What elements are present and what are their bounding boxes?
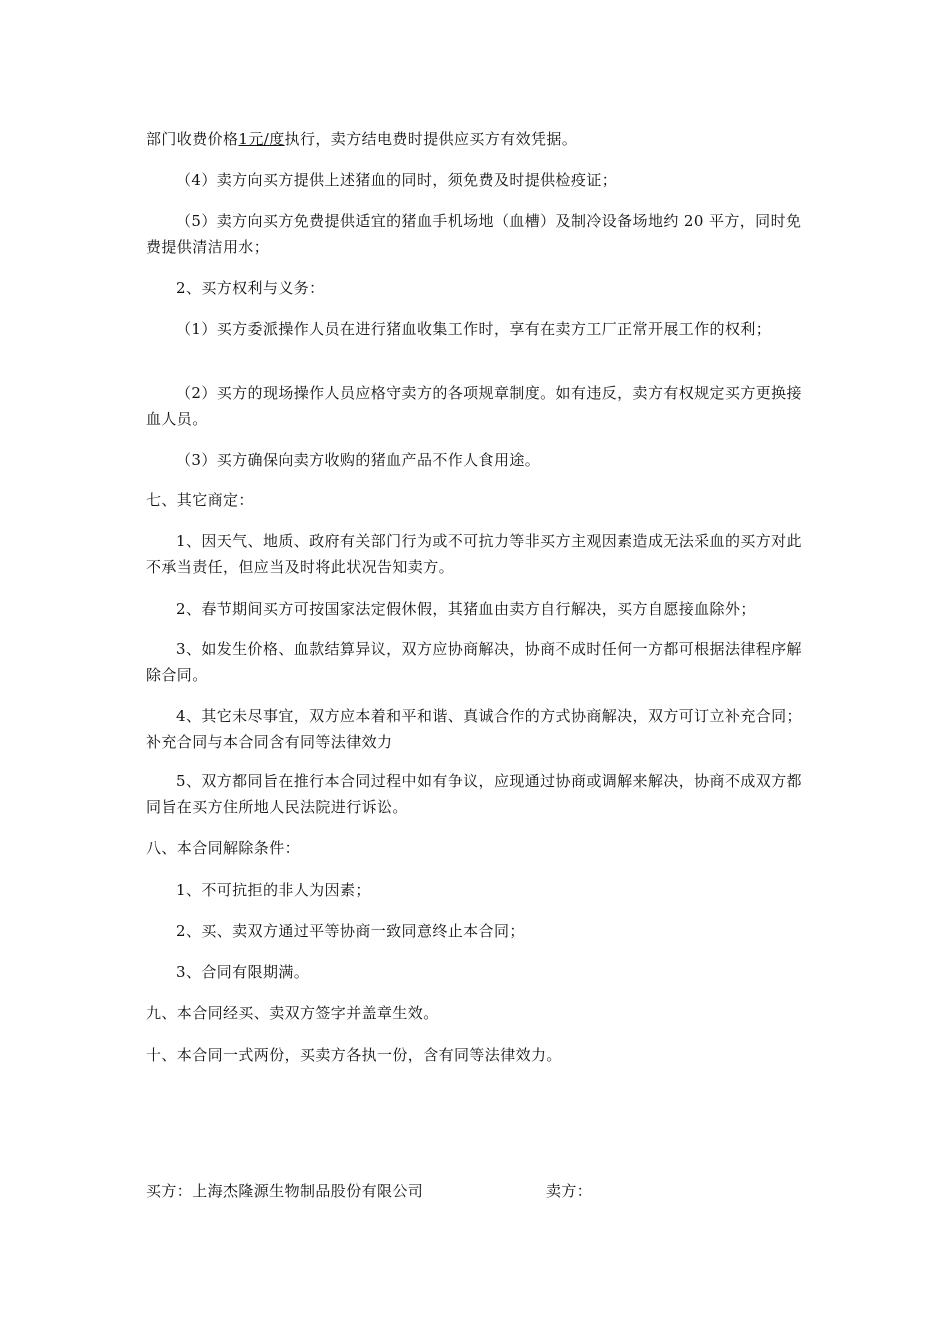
clause-buyer-1: （1）买方委派操作人员在进行猪血收集工作时，享有在卖方工厂正常开展工作的权利； <box>176 320 772 338</box>
clause-buyer-3: （3）买方确保向卖方收购的猪血产品不作人食用途。 <box>176 451 541 469</box>
underlined-price: 1元/度 <box>238 130 285 148</box>
termination-3: 3、合同有限期满。 <box>176 963 310 981</box>
termination-1: 1、不可抗拒的非人为因素； <box>176 881 371 899</box>
paragraph-electricity-price <box>146 126 810 152</box>
other-term-5: 5、双方都同旨在推行本合同过程中如有争议，应现通过协商或调解来解决，协商不成双方都同旨在买方住所地人民法院进行诉讼。 <box>146 772 802 816</box>
other-term-4: 4、其它未尽事宜，双方应本着和平和谐、真诚合作的方式协商解决，双方可订立补充合同；补充合同与本合同含有同等法律效力 <box>146 707 802 751</box>
other-term-3: 3、如发生价格、血款结算异议，双方应协商解决，协商不成时任何一方都可根据法律程序解除合同。 <box>146 640 802 684</box>
termination-2: 2、买、卖双方通过平等协商一致同意终止本合同； <box>176 922 525 940</box>
section-buyer-rights: 2、买方权利与义务： <box>176 279 325 297</box>
buyer-signature: 买方：上海杰隆源生物制品股份有限公司 <box>146 1182 424 1200</box>
clause-seller-5: （5）卖方向买方免费提供适宜的猪血手机场地（血槽）及制冷设备场地约 20 平方，同时免费提供清洁用水； <box>146 212 802 256</box>
clause-copies: 十、本合同一式两份，买卖方各执一份，含有同等法律效力。 <box>146 1046 562 1064</box>
text-segment: 执行，卖方结电费时提供应买方有效凭据。 <box>284 130 578 148</box>
seller-signature: 卖方： <box>546 1182 593 1200</box>
clause-effective: 九、本合同经买、卖双方签字并盖章生效。 <box>146 1004 439 1022</box>
other-term-2: 2、春节期间买方可按国家法定假休假，其猪血由卖方自行解决，买方自愿接血除外； <box>176 600 756 618</box>
heading-other-terms: 七、其它商定： <box>146 491 254 509</box>
clause-seller-4: （4）卖方向买方提供上述猪血的同时，须免费及时提供检疫证； <box>176 171 618 189</box>
other-term-1: 1、因天气、地质、政府有关部门行为或不可抗力等非买方主观因素造成无法采血的买方对此不承当责任，但应当及时将此状况告知卖方。 <box>146 532 802 576</box>
clause-buyer-2: （2）买方的现场操作人员应格守卖方的各项规章制度。如有违反，卖方有权规定买方更换接血人员。 <box>146 384 802 428</box>
heading-termination: 八、本合同解除条件： <box>146 839 301 857</box>
text-segment: 部门收费价格 <box>146 130 239 148</box>
